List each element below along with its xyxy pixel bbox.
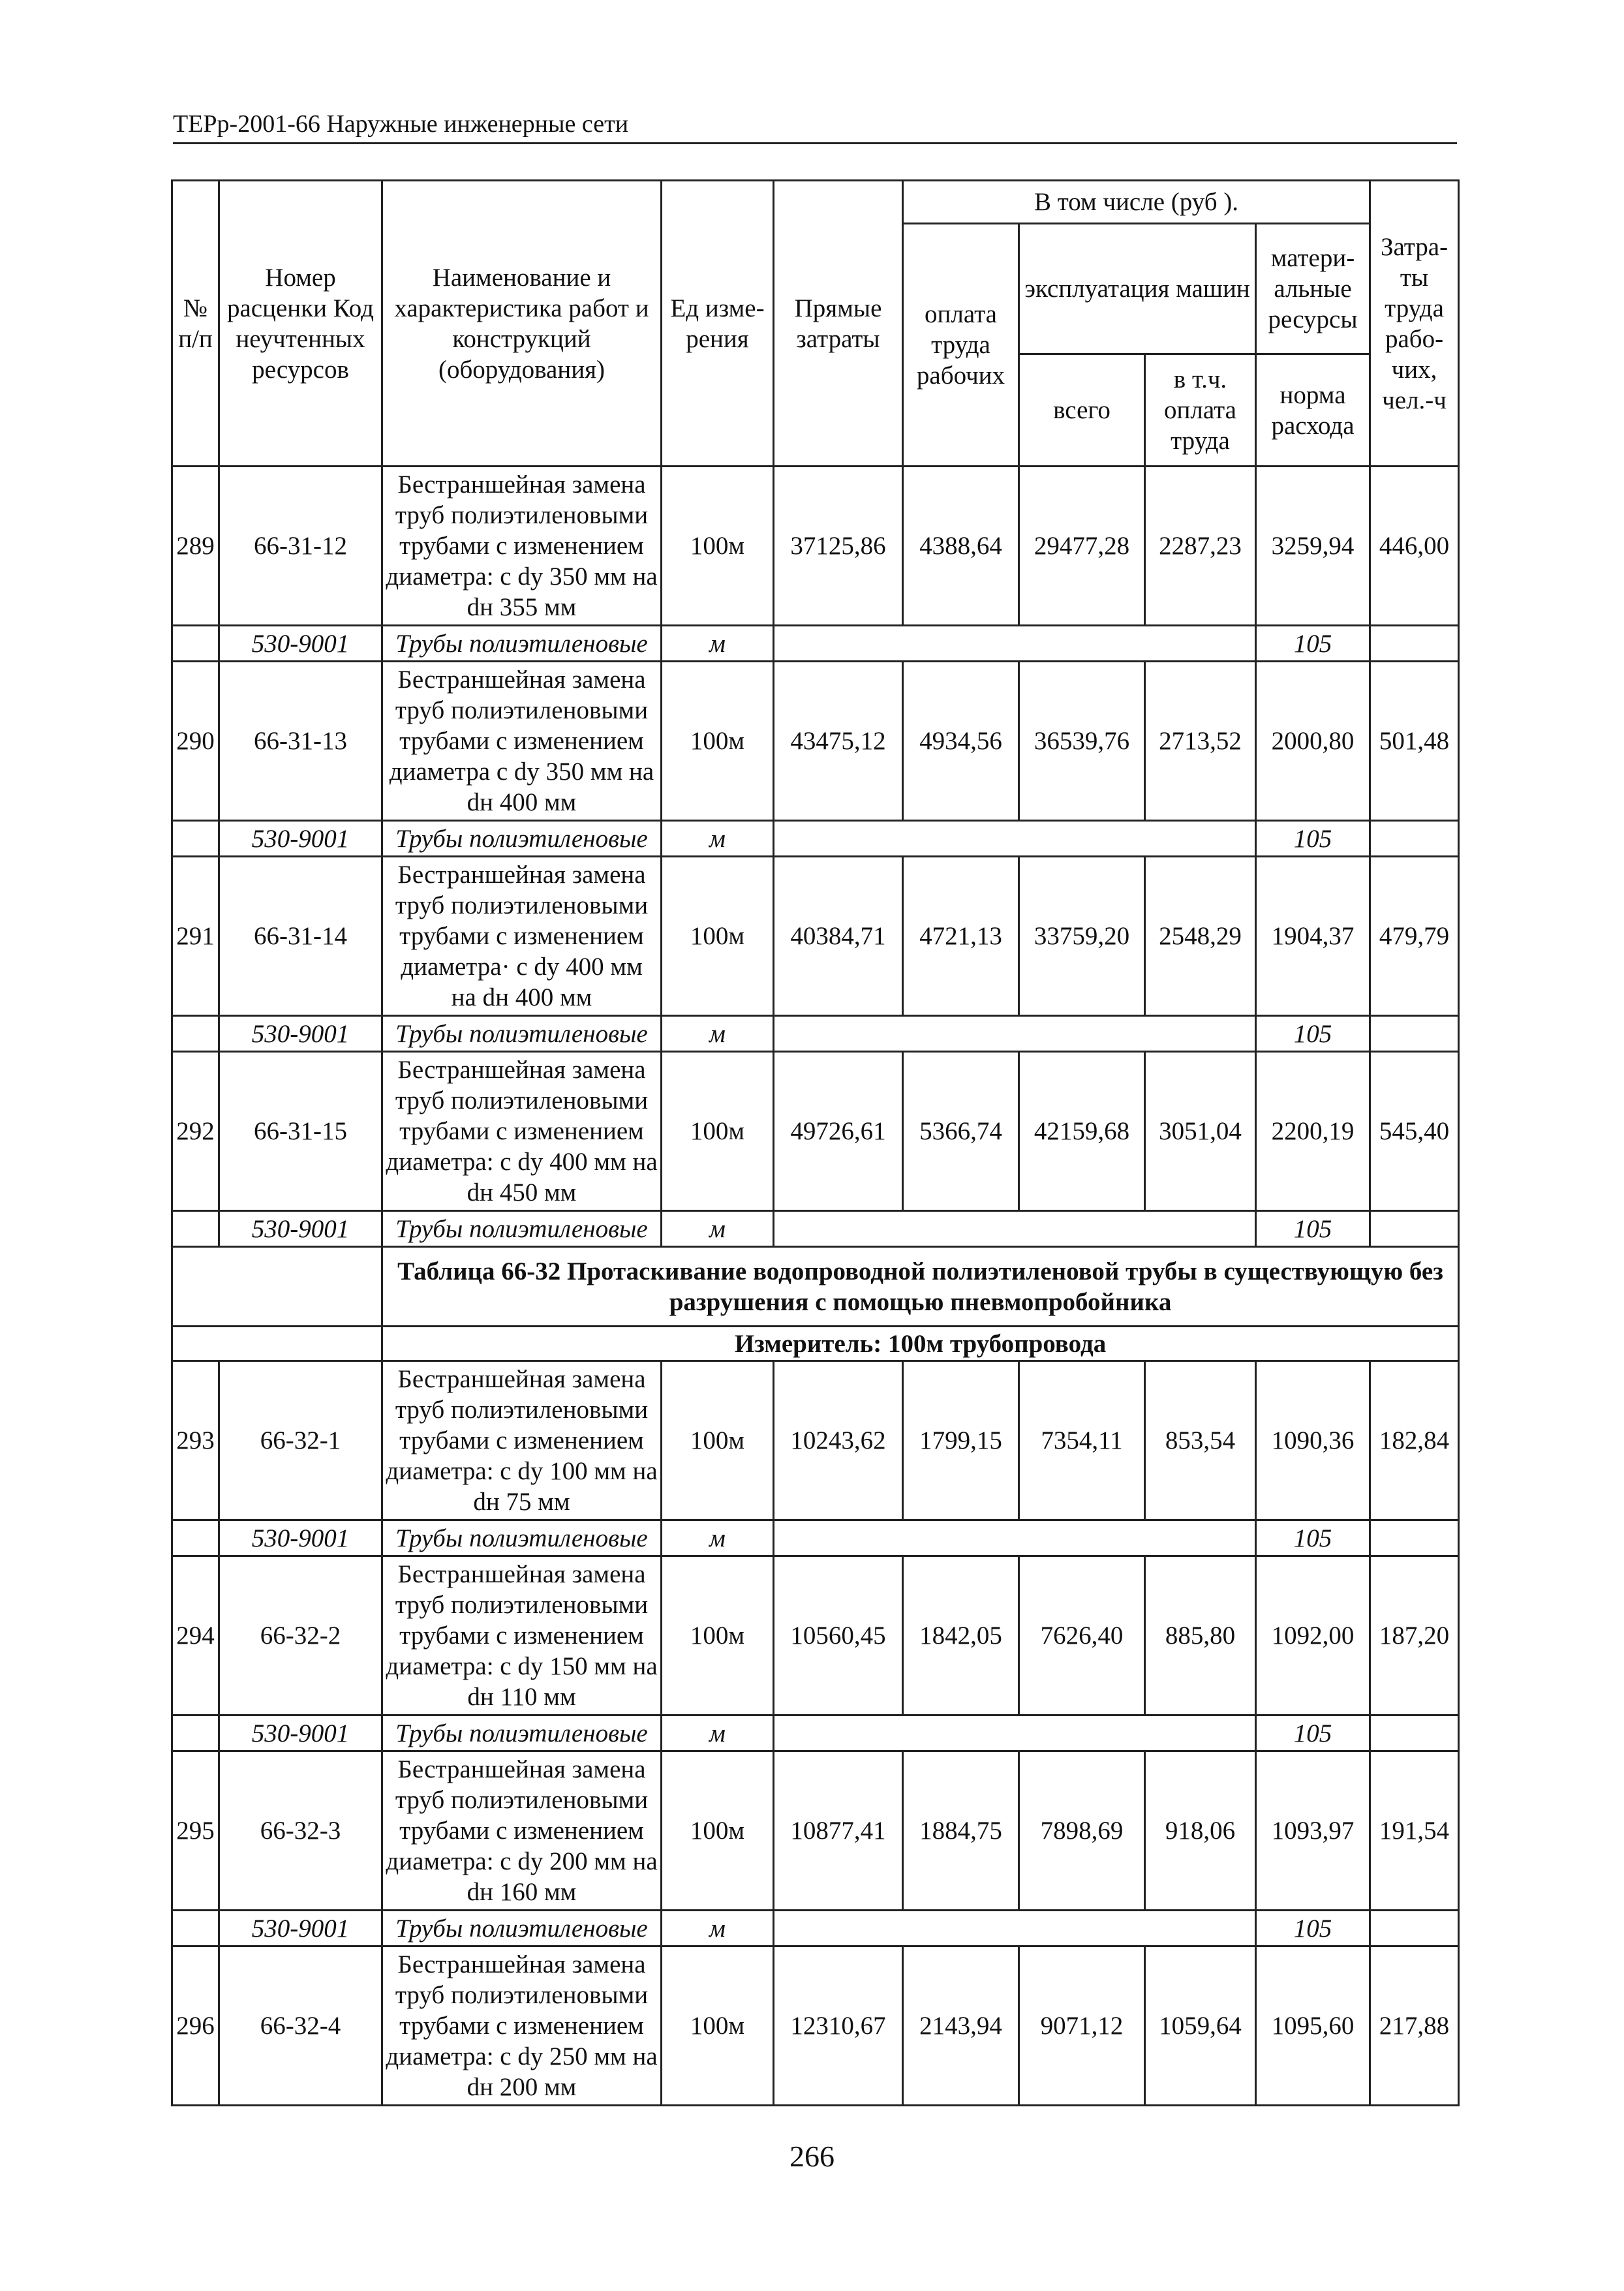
col-header-machine-total: всего bbox=[1019, 354, 1145, 467]
resource-code: 530-9001 bbox=[219, 1211, 382, 1247]
machine-operation: 7354,11 bbox=[1019, 1361, 1145, 1520]
empty-cell bbox=[1370, 1911, 1459, 1946]
unit: 100м bbox=[662, 857, 774, 1016]
resource-row bbox=[172, 626, 1459, 662]
rate-number: 295 bbox=[172, 1751, 219, 1911]
machine-operator-wage: 1059,64 bbox=[1145, 1946, 1256, 2106]
resource-unit: м bbox=[662, 1016, 774, 1052]
rate-number: 290 bbox=[172, 662, 219, 821]
resource-unit: м bbox=[662, 1520, 774, 1556]
running-header: ТЕРр-2001-66 Наружные инженерные сети bbox=[173, 110, 1457, 144]
resource-norm: 105 bbox=[1256, 1911, 1370, 1946]
resource-row bbox=[172, 1715, 1459, 1751]
material-costs: 2200,19 bbox=[1256, 1052, 1370, 1211]
direct-costs: 10877,41 bbox=[774, 1751, 903, 1911]
resource-name: Трубы полиэтиленовые bbox=[382, 1016, 662, 1052]
machine-operator-wage: 2548,29 bbox=[1145, 857, 1256, 1016]
rate-number: 294 bbox=[172, 1556, 219, 1715]
rate-row bbox=[172, 1361, 1459, 1520]
labor-hours: 187,20 bbox=[1370, 1556, 1459, 1715]
resource-norm: 105 bbox=[1256, 626, 1370, 662]
empty-cell bbox=[1370, 626, 1459, 662]
resource-norm: 105 bbox=[1256, 1520, 1370, 1556]
empty-cell bbox=[172, 1715, 219, 1751]
empty-cell bbox=[774, 1715, 1256, 1751]
col-header-machine-wage: в т.ч. оплата труда bbox=[1145, 354, 1256, 467]
work-description: Бестраншейная замена труб полиэтиленовыми трубами с изменением диаметра с dy 350 мм на dн 400 мм bbox=[382, 662, 662, 821]
empty-cell bbox=[774, 1211, 1256, 1247]
rate-code: 66-31-13 bbox=[219, 662, 382, 821]
empty-cell bbox=[172, 821, 219, 857]
unit: 100м bbox=[662, 1052, 774, 1211]
resource-unit: м bbox=[662, 821, 774, 857]
work-description: Бестраншейная замена труб полиэтиленовыми трубами с изменением диаметра· с dy 400 мм на dн 400 мм bbox=[382, 857, 662, 1016]
resource-name: Трубы полиэтиленовые bbox=[382, 1911, 662, 1946]
page-number: 266 bbox=[789, 2140, 835, 2173]
rate-row bbox=[172, 1556, 1459, 1715]
material-costs: 3259,94 bbox=[1256, 467, 1370, 626]
col-header-wage: оплата труда рабочих bbox=[903, 224, 1019, 467]
empty-cell bbox=[172, 1247, 382, 1327]
resource-code: 530-9001 bbox=[219, 1715, 382, 1751]
rate-row bbox=[172, 662, 1459, 821]
resource-norm: 105 bbox=[1256, 821, 1370, 857]
labor-hours: 479,79 bbox=[1370, 857, 1459, 1016]
col-header-incl: В том числе (руб ). bbox=[903, 181, 1370, 224]
resource-name: Трубы полиэтиленовые bbox=[382, 821, 662, 857]
resource-code: 530-9001 bbox=[219, 1016, 382, 1052]
direct-costs: 40384,71 bbox=[774, 857, 903, 1016]
worker-wage: 2143,94 bbox=[903, 1946, 1019, 2106]
direct-costs: 43475,12 bbox=[774, 662, 903, 821]
direct-costs: 10560,45 bbox=[774, 1556, 903, 1715]
empty-cell bbox=[172, 1211, 219, 1247]
rate-number: 296 bbox=[172, 1946, 219, 2106]
section-title: Таблица 66-32 Протаскивание водопроводной полиэтиленовой трубы в существующую без разрушения с помощью пневмопробойника bbox=[382, 1247, 1459, 1327]
unit: 100м bbox=[662, 1556, 774, 1715]
worker-wage: 1842,05 bbox=[903, 1556, 1019, 1715]
empty-cell bbox=[774, 821, 1256, 857]
direct-costs: 37125,86 bbox=[774, 467, 903, 626]
empty-cell bbox=[774, 1520, 1256, 1556]
rate-number: 291 bbox=[172, 857, 219, 1016]
empty-cell bbox=[1370, 821, 1459, 857]
work-description: Бестраншейная замена труб полиэтиленовыми трубами с изменением диаметра: с dy 350 мм на dн 355 мм bbox=[382, 467, 662, 626]
empty-cell bbox=[172, 1520, 219, 1556]
empty-cell bbox=[172, 1911, 219, 1946]
labor-hours: 191,54 bbox=[1370, 1751, 1459, 1911]
resource-row bbox=[172, 821, 1459, 857]
resource-code: 530-9001 bbox=[219, 1520, 382, 1556]
machine-operator-wage: 918,06 bbox=[1145, 1751, 1256, 1911]
machine-operation: 7898,69 bbox=[1019, 1751, 1145, 1911]
direct-costs: 12310,67 bbox=[774, 1946, 903, 2106]
resource-name: Трубы полиэтиленовые bbox=[382, 1211, 662, 1247]
work-description: Бестраншейная замена труб полиэтиленовыми трубами с изменением диаметра: с dy 150 мм на dн 110 мм bbox=[382, 1556, 662, 1715]
machine-operation: 33759,20 bbox=[1019, 857, 1145, 1016]
material-costs: 1090,36 bbox=[1256, 1361, 1370, 1520]
machine-operation: 42159,68 bbox=[1019, 1052, 1145, 1211]
col-header-materials: матери-альные ресурсы bbox=[1256, 224, 1370, 354]
machine-operation: 29477,28 bbox=[1019, 467, 1145, 626]
resource-row bbox=[172, 1520, 1459, 1556]
empty-cell bbox=[774, 1016, 1256, 1052]
empty-cell bbox=[172, 626, 219, 662]
rate-code: 66-32-1 bbox=[219, 1361, 382, 1520]
resource-name: Трубы полиэтиленовые bbox=[382, 1715, 662, 1751]
rate-row bbox=[172, 1052, 1459, 1211]
resource-unit: м bbox=[662, 1211, 774, 1247]
resource-code: 530-9001 bbox=[219, 821, 382, 857]
resource-unit: м bbox=[662, 626, 774, 662]
rate-code: 66-32-2 bbox=[219, 1556, 382, 1715]
worker-wage: 4721,13 bbox=[903, 857, 1019, 1016]
machine-operator-wage: 3051,04 bbox=[1145, 1052, 1256, 1211]
rate-code: 66-32-4 bbox=[219, 1946, 382, 2106]
col-header-unit: Ед изме-рения bbox=[662, 181, 774, 467]
unit: 100м bbox=[662, 1946, 774, 2106]
rate-number: 289 bbox=[172, 467, 219, 626]
machine-operator-wage: 2287,23 bbox=[1145, 467, 1256, 626]
rate-code: 66-32-3 bbox=[219, 1751, 382, 1911]
resource-code: 530-9001 bbox=[219, 1911, 382, 1946]
rate-row bbox=[172, 1946, 1459, 2106]
section-title-row bbox=[172, 1247, 1459, 1327]
rate-number: 293 bbox=[172, 1361, 219, 1520]
resource-name: Трубы полиэтиленовые bbox=[382, 626, 662, 662]
resource-row bbox=[172, 1016, 1459, 1052]
empty-cell bbox=[1370, 1715, 1459, 1751]
empty-cell bbox=[1370, 1211, 1459, 1247]
resource-norm: 105 bbox=[1256, 1211, 1370, 1247]
resource-norm: 105 bbox=[1256, 1715, 1370, 1751]
machine-operator-wage: 885,80 bbox=[1145, 1556, 1256, 1715]
work-description: Бестраншейная замена труб полиэтиленовыми трубами с изменением диаметра: с dy 100 мм на dн 75 мм bbox=[382, 1361, 662, 1520]
material-costs: 1092,00 bbox=[1256, 1556, 1370, 1715]
empty-cell bbox=[172, 1327, 382, 1361]
worker-wage: 4388,64 bbox=[903, 467, 1019, 626]
rate-code: 66-31-14 bbox=[219, 857, 382, 1016]
resource-unit: м bbox=[662, 1715, 774, 1751]
work-description: Бестраншейная замена труб полиэтиленовыми трубами с изменением диаметра: с dy 400 мм на dн 450 мм bbox=[382, 1052, 662, 1211]
worker-wage: 5366,74 bbox=[903, 1052, 1019, 1211]
labor-hours: 182,84 bbox=[1370, 1361, 1459, 1520]
labor-hours: 446,00 bbox=[1370, 467, 1459, 626]
labor-hours: 217,88 bbox=[1370, 1946, 1459, 2106]
resource-row bbox=[172, 1911, 1459, 1946]
rate-row bbox=[172, 467, 1459, 626]
material-costs: 2000,80 bbox=[1256, 662, 1370, 821]
empty-cell bbox=[172, 1016, 219, 1052]
machine-operation: 7626,40 bbox=[1019, 1556, 1145, 1715]
empty-cell bbox=[774, 626, 1256, 662]
machine-operator-wage: 2713,52 bbox=[1145, 662, 1256, 821]
machine-operation: 9071,12 bbox=[1019, 1946, 1145, 2106]
resource-norm: 105 bbox=[1256, 1016, 1370, 1052]
worker-wage: 1799,15 bbox=[903, 1361, 1019, 1520]
machine-operation: 36539,76 bbox=[1019, 662, 1145, 821]
rate-code: 66-31-15 bbox=[219, 1052, 382, 1211]
section-meter: Измеритель: 100м трубопровода bbox=[382, 1327, 1459, 1361]
work-description: Бестраншейная замена труб полиэтиленовыми трубами с изменением диаметра: с dy 250 мм на dн 200 мм bbox=[382, 1946, 662, 2106]
col-header-code: Номер расценки Код неучтенных ресурсов bbox=[219, 181, 382, 467]
rate-row bbox=[172, 857, 1459, 1016]
empty-cell bbox=[1370, 1016, 1459, 1052]
material-costs: 1095,60 bbox=[1256, 1946, 1370, 2106]
direct-costs: 49726,61 bbox=[774, 1052, 903, 1211]
resource-name: Трубы полиэтиленовые bbox=[382, 1520, 662, 1556]
unit: 100м bbox=[662, 662, 774, 821]
labor-hours: 545,40 bbox=[1370, 1052, 1459, 1211]
labor-hours: 501,48 bbox=[1370, 662, 1459, 821]
material-costs: 1904,37 bbox=[1256, 857, 1370, 1016]
empty-cell bbox=[774, 1911, 1256, 1946]
rate-number: 292 bbox=[172, 1052, 219, 1211]
meter-row bbox=[172, 1327, 1459, 1361]
rate-code: 66-31-12 bbox=[219, 467, 382, 626]
col-header-name: Наименование и характеристика работ и конструкций (оборудования) bbox=[382, 181, 662, 467]
resource-code: 530-9001 bbox=[219, 626, 382, 662]
machine-operator-wage: 853,54 bbox=[1145, 1361, 1256, 1520]
unit: 100м bbox=[662, 1751, 774, 1911]
material-costs: 1093,97 bbox=[1256, 1751, 1370, 1911]
resource-row bbox=[172, 1211, 1459, 1247]
col-header-labor: Затра-ты труда рабо-чих, чел.-ч bbox=[1370, 181, 1459, 467]
empty-cell bbox=[1370, 1520, 1459, 1556]
worker-wage: 1884,75 bbox=[903, 1751, 1019, 1911]
direct-costs: 10243,62 bbox=[774, 1361, 903, 1520]
resource-unit: м bbox=[662, 1911, 774, 1946]
col-header-num: № п/п bbox=[172, 181, 219, 467]
col-header-machine: эксплуатация машин bbox=[1019, 224, 1256, 354]
unit: 100м bbox=[662, 467, 774, 626]
col-header-direct: Прямые затраты bbox=[774, 181, 903, 467]
worker-wage: 4934,56 bbox=[903, 662, 1019, 821]
rates-table bbox=[171, 179, 1460, 2106]
col-header-materials-norm: норма расхода bbox=[1256, 354, 1370, 467]
work-description: Бестраншейная замена труб полиэтиленовыми трубами с изменением диаметра: с dy 200 мм на dн 160 мм bbox=[382, 1751, 662, 1911]
rate-row bbox=[172, 1751, 1459, 1911]
unit: 100м bbox=[662, 1361, 774, 1520]
